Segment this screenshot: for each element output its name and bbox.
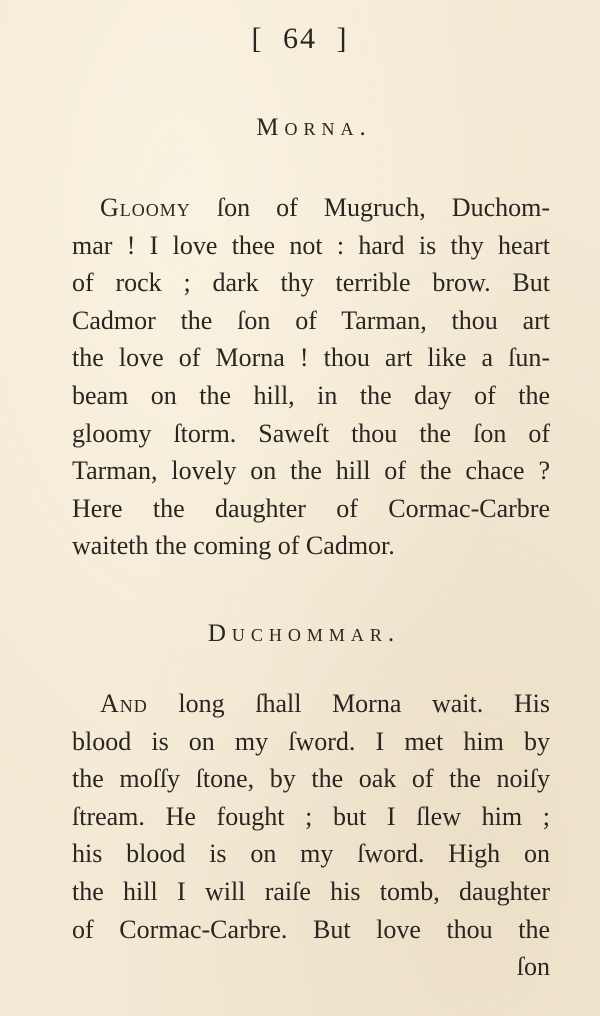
text-line: blood is on my ſword. I met him by: [72, 726, 550, 756]
text-line: of Cormac-Carbre. But love thou the: [72, 914, 550, 944]
catchword: ſon: [516, 952, 550, 982]
text-line: Here the daughter of Cormac-Carbre: [72, 493, 550, 523]
text-line: mar ! I love thee not : hard is thy heart: [72, 230, 550, 260]
lead-word: And: [100, 689, 148, 718]
text-line: the hill I will raiſe his tomb, daughter: [72, 876, 550, 906]
text-line: And long ſhall Morna wait. His: [100, 689, 550, 718]
text-line: Cadmor the ſon of Tarman, thou art: [72, 305, 550, 335]
speech-duchommar: [72, 685, 550, 986]
text-line: his blood is on my ſword. High on: [72, 839, 550, 869]
speech-morna: [72, 189, 550, 565]
page-number-header: [0, 22, 600, 56]
text-line: the love of Morna ! thou art like a ſun-: [72, 343, 550, 373]
right-bracket: ]: [336, 22, 349, 55]
text-line: waiteth the coming of Cadmor.: [72, 531, 395, 561]
page-number: 64: [283, 22, 317, 55]
text-line: of rock ; dark thy terrible brow. But: [72, 268, 550, 298]
speaker-heading-morna: Morna.: [256, 114, 372, 141]
text-line: Tarman, lovely on the hill of the chace ?: [72, 456, 550, 486]
text-line: beam on the hill, in the day of the: [72, 380, 550, 410]
speaker-heading-duchommar: Duchommar.: [207, 620, 401, 647]
text-line: ſtream. He fought ; but I ſlew him ;: [72, 801, 550, 831]
text-line: the moſſy ſtone, by the oak of the noiſy: [72, 764, 550, 794]
text-line: gloomy ſtorm. Saweſt thou the ſon of: [72, 418, 550, 448]
left-bracket: [: [251, 22, 264, 55]
lead-word: Gloomy: [100, 193, 191, 222]
text-line: Gloomy ſon of Mugruch, Duchom-: [100, 193, 550, 222]
